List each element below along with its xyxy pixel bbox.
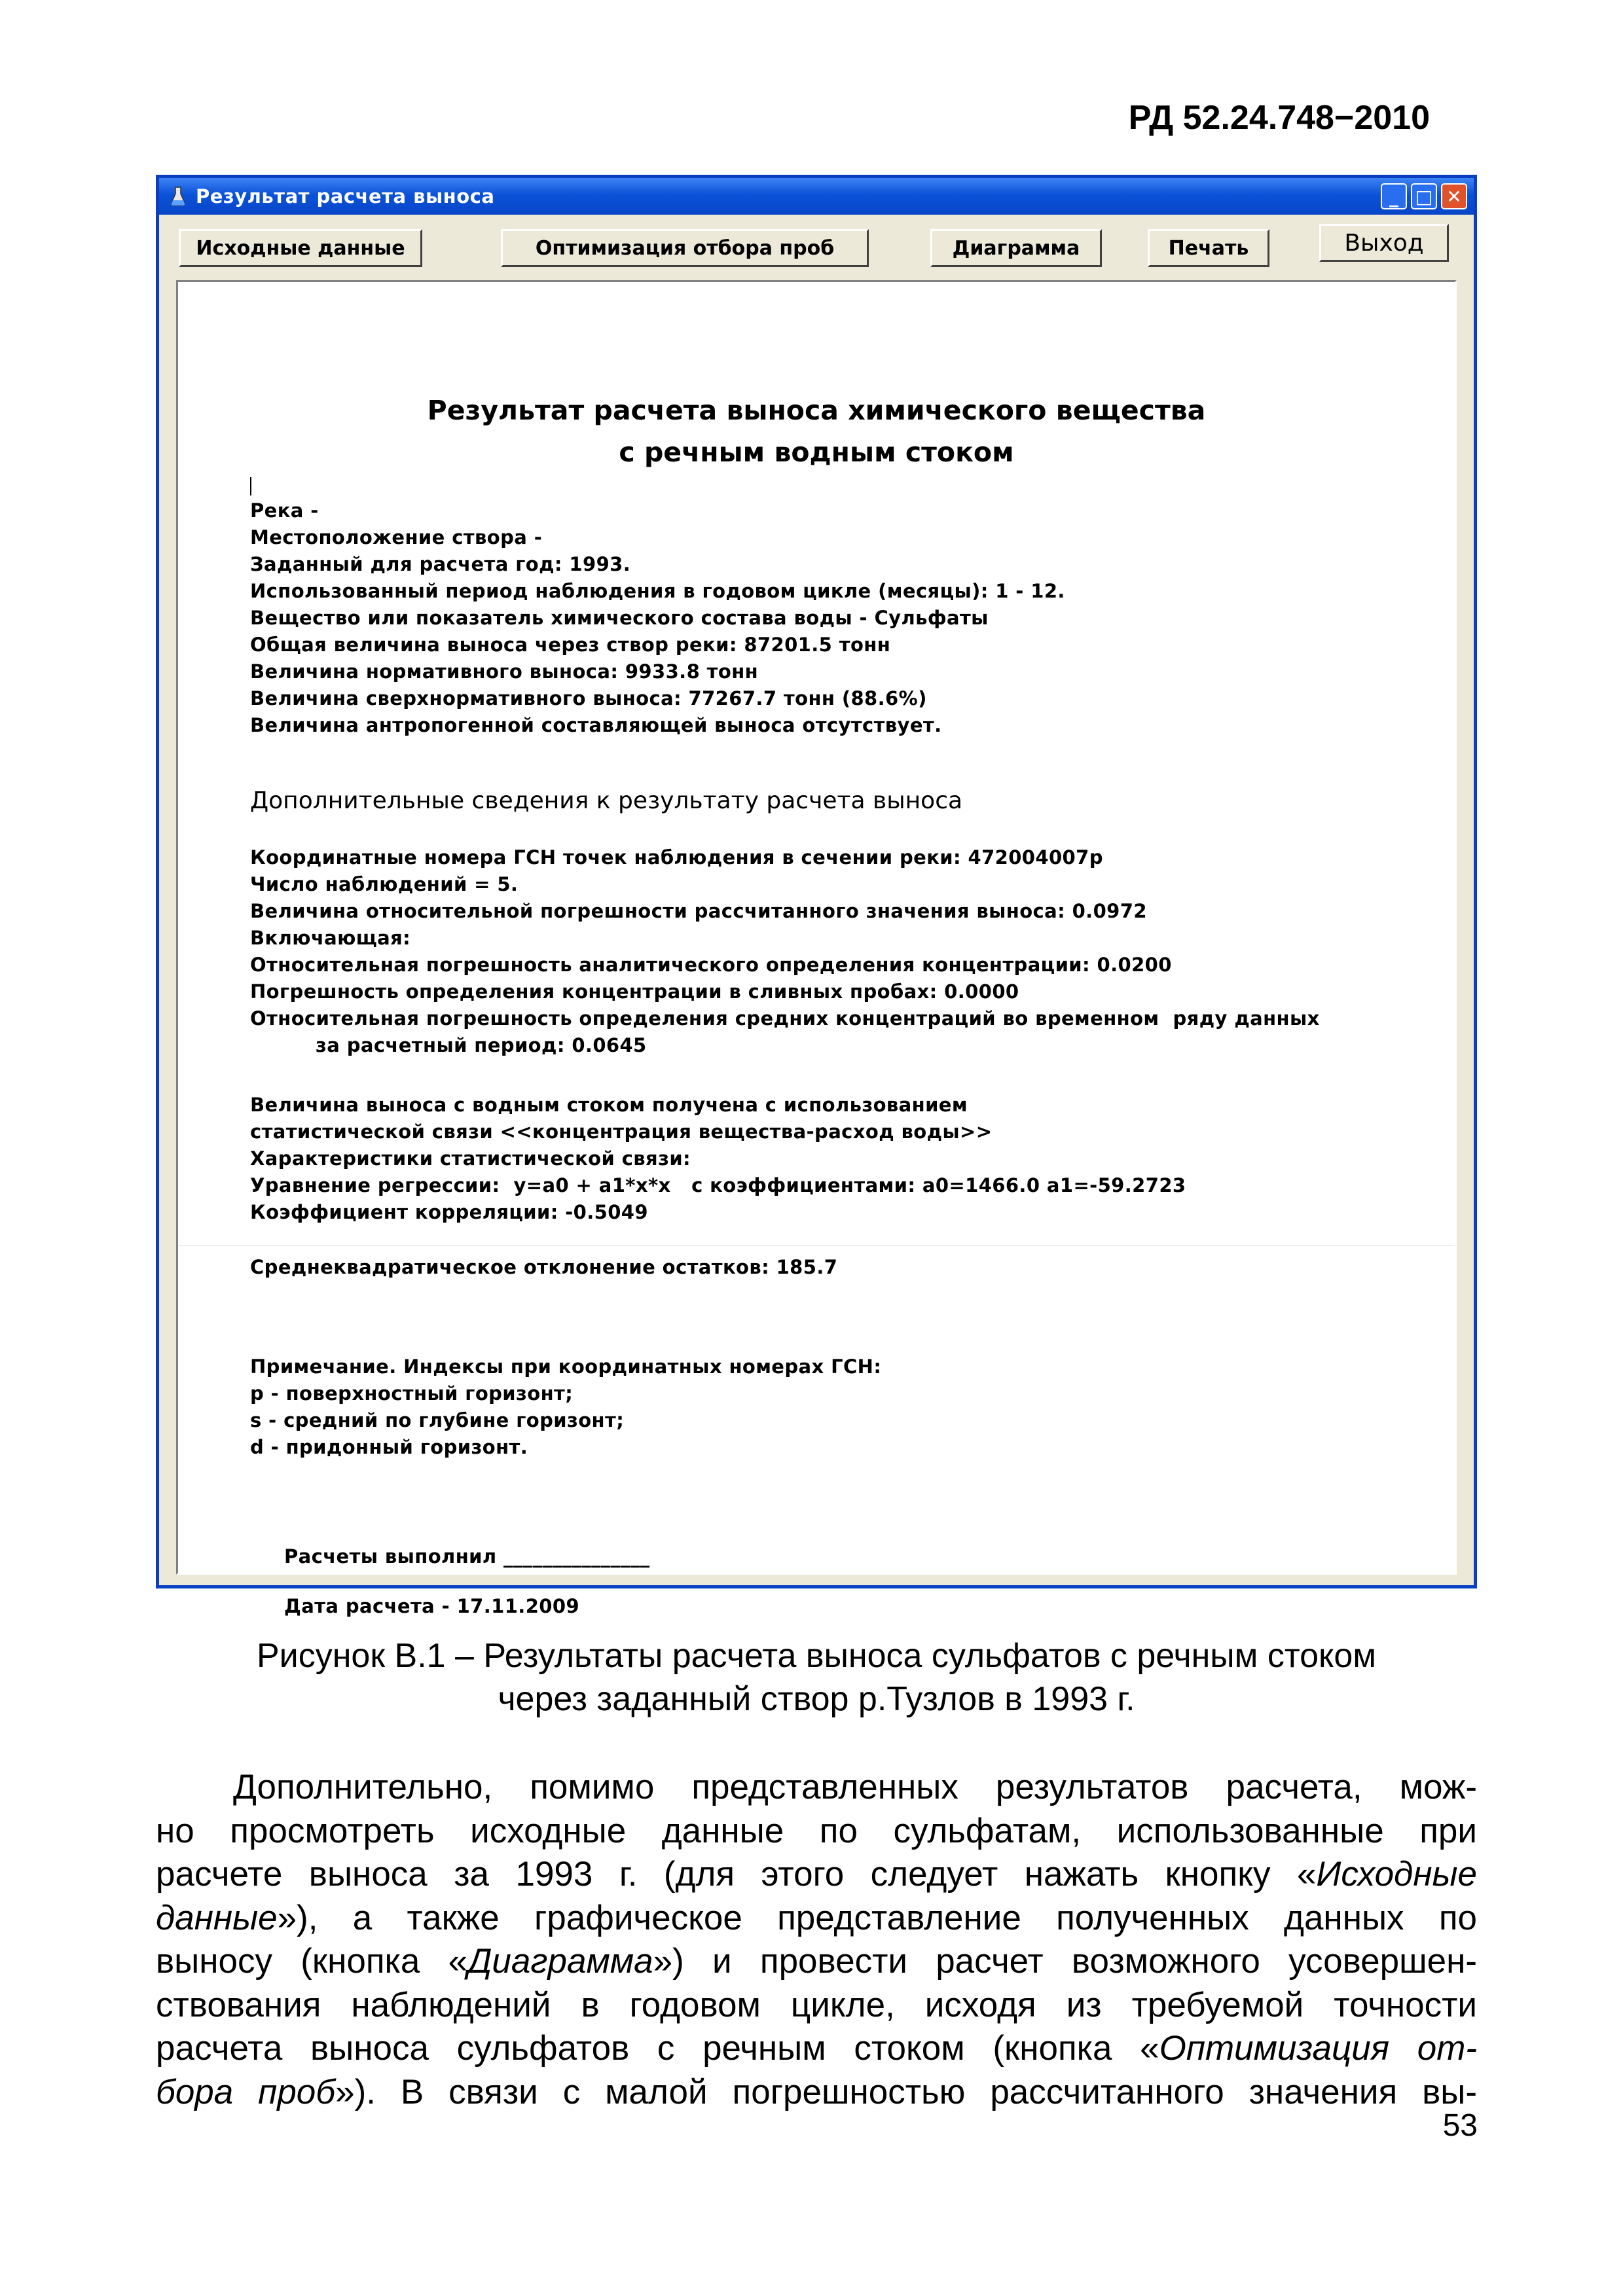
report-line: Величина нормативного выноса: 9933.8 тонн <box>250 660 759 683</box>
paragraph-italic: данные <box>156 1898 278 1937</box>
report-line: s - средний по глубине горизонт; <box>250 1409 625 1431</box>
report-line: Вещество или показатель химического состава воды - Сульфаты <box>250 607 989 629</box>
report-line: d - придонный горизонт. <box>250 1436 528 1458</box>
report-line: Примечание. Индексы при координатных номерах ГСН: <box>250 1355 882 1378</box>
paragraph-italic: бора проб <box>156 2072 336 2111</box>
report-line: Коэффициент корреляции: -0.5049 <box>250 1201 648 1223</box>
additional-section-title: Дополнительные сведения к результату расчета выноса <box>250 787 963 814</box>
screenshot-seam <box>178 1246 1455 1248</box>
report-line: Уравнение регрессии: y=a0 + a1*x*x с коэффициентами: a0=1466.0 a1=-59.2723 <box>250 1174 1186 1196</box>
print-button[interactable]: Печать <box>1148 229 1269 267</box>
app-icon <box>170 186 187 207</box>
report-title-line2: с речным водным стоком <box>619 437 1014 468</box>
paragraph-line <box>156 2071 1477 2115</box>
paragraph-line: ствования наблюдений в годовом цикле, исходя из требуемой точности <box>156 1985 1477 2024</box>
report-line: Величина антропогенной составляющей выноса отсутствует. <box>250 714 942 736</box>
paragraph-text: ») и провести расчет возможного усовершен- <box>653 1942 1477 1981</box>
title-bar[interactable] <box>159 178 1474 215</box>
toolbar <box>159 215 1474 272</box>
figure-caption-line2: через заданный створ р.Тузлов в 1993 г. <box>498 1680 1135 1718</box>
minimize-icon: _ <box>1389 185 1398 207</box>
paragraph-line <box>156 2027 1477 2071</box>
window-title: Результат расчета выноса <box>196 185 495 207</box>
paragraph-italic: Исходные <box>1316 1855 1477 1893</box>
minimize-button[interactable] <box>1381 183 1407 209</box>
report-line: Величина выноса с водным стоком получена с использованием <box>250 1094 968 1116</box>
text-caret <box>250 477 251 495</box>
report-line: Координатные номера ГСН точек наблюдения в сечении реки: 472004007р <box>250 846 1103 869</box>
paragraph-line <box>156 1853 1477 1897</box>
paragraph-text: »). В связи с малой погрешностью рассчитанного значения вы- <box>335 2072 1477 2111</box>
report-line-indented: за расчетный период: 0.0645 <box>316 1034 647 1056</box>
report-line: Среднеквадратическое отклонение остатков: 185.7 <box>250 1256 838 1278</box>
report-line: статистической связи <<концентрация вещества-расход воды>> <box>250 1121 993 1143</box>
report-line: Заданный для расчета год: 1993. <box>250 553 631 575</box>
paragraph-line: Дополнительно, помимо представленных результатов расчета, мож- <box>233 1768 1477 1806</box>
report-line: Число наблюдений = 5. <box>250 873 519 895</box>
report-line: Величина сверхнормативного выноса: 77267.7 тонн (88.6%) <box>250 687 927 709</box>
report-line: Общая величина выноса через створ реки: 87201.5 тонн <box>250 634 891 656</box>
close-icon: ✕ <box>1446 185 1462 207</box>
exit-button[interactable]: Выход <box>1319 224 1449 262</box>
report-line: Относительная погрешность определения средних концентраций во временном ряду данных <box>250 1007 1320 1030</box>
report-line: Включающая: <box>250 927 411 949</box>
figure-caption-line1: Рисунок В.1 – Результаты расчета выноса сульфатов с речным стоком <box>256 1637 1377 1675</box>
report-title-line1: Результат расчета выноса химического вещества <box>427 395 1206 426</box>
paragraph-italic: Оптимизация от- <box>1159 2029 1477 2068</box>
paragraph-text: расчета выноса сульфатов с речным стоком (кнопка « <box>156 2029 1159 2068</box>
report-line: Местоположение створа - <box>250 526 543 548</box>
close-button[interactable] <box>1441 183 1467 209</box>
paragraph-italic: Диаграмма <box>467 1942 653 1981</box>
paragraph-line <box>156 1940 1477 1984</box>
maximize-icon: □ <box>1415 185 1433 207</box>
page-number: 53 <box>1442 2108 1478 2143</box>
report-line: Характеристики статистической связи: <box>250 1147 691 1170</box>
report-line: Величина относительной погрешности рассчитанного значения выноса: 0.0972 <box>250 900 1147 922</box>
paragraph-line: но просмотреть исходные данные по сульфатам, использованные при <box>156 1811 1477 1850</box>
paragraph-text: выносу (кнопка « <box>156 1942 468 1981</box>
report-line: Погрешность определения концентрации в сливных пробах: 0.0000 <box>250 980 1019 1003</box>
calc-date-line: Дата расчета - 17.11.2009 <box>284 1595 580 1617</box>
document-code: РД 52.24.748−2010 <box>1128 99 1430 137</box>
optimization-button[interactable]: Оптимизация отбора проб <box>501 229 869 267</box>
result-window <box>156 175 1477 1617</box>
maximize-button[interactable] <box>1411 183 1437 209</box>
report-area[interactable] <box>176 280 1457 1617</box>
report-line: Относительная погрешность аналитического определения концентрации: 0.0200 <box>250 954 1172 976</box>
diagram-button[interactable]: Диаграмма <box>930 229 1102 267</box>
source-data-button[interactable]: Исходные данные <box>179 229 422 267</box>
report-line: Использованный период наблюдения в годовом цикле (месяцы): 1 - 12. <box>250 580 1065 602</box>
body-paragraph <box>156 1766 1477 2114</box>
paragraph-text: расчете выноса за 1993 г. (для этого следует нажать кнопку « <box>156 1855 1317 1893</box>
paragraph-line <box>156 1897 1477 1941</box>
performed-by-line: Расчеты выполнил _______________ <box>284 1545 650 1568</box>
report-line: Река - <box>250 499 319 522</box>
paragraph-text: »), а также графическое представление полученных данных по <box>277 1898 1477 1937</box>
report-line: p - поверхностный горизонт; <box>250 1382 574 1405</box>
